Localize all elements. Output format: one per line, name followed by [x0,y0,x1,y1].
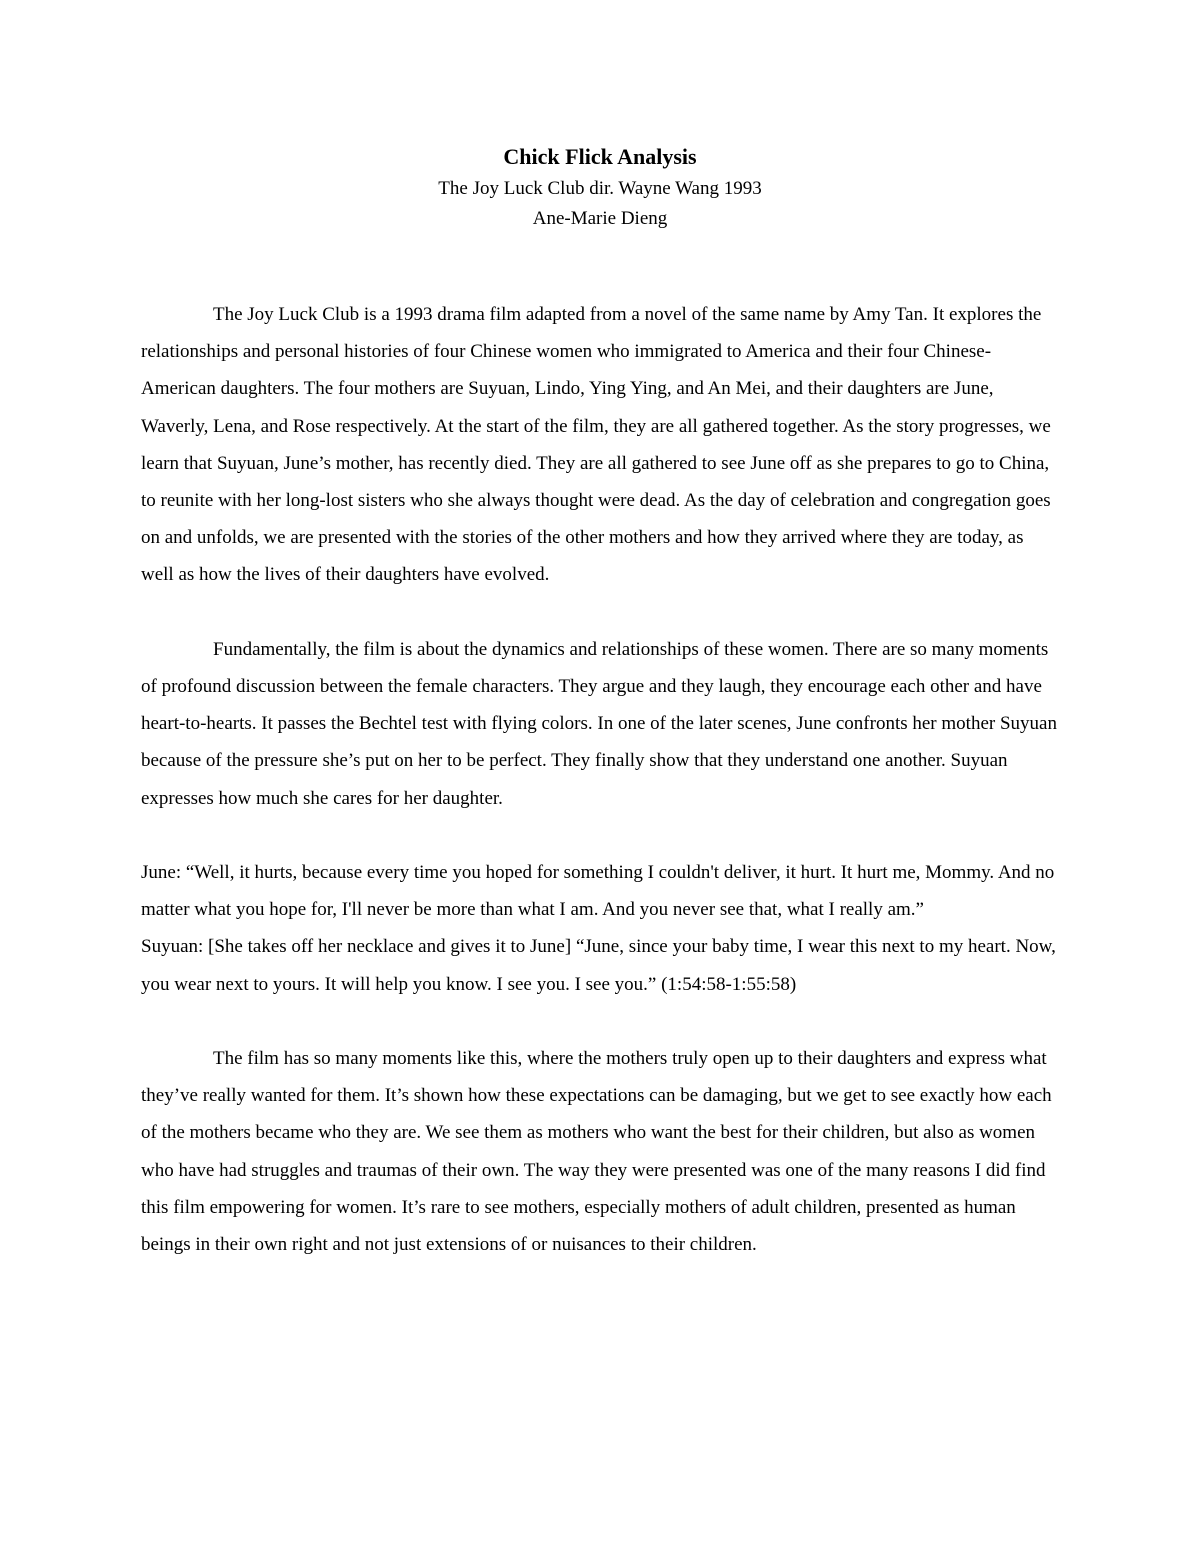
quote-june: June: “Well, it hurts, because every time you hoped for something I couldn't deliver, it hurt. It hurt me, Mommy. And no matter what you hope for, I'll never be more than what I am. And you never see that, what I really am.” [141,862,1055,921]
document-title: Chick Flick Analysis [503,144,697,169]
quote-suyuan: Suyuan: [She takes off her necklace and gives it to June] “June, since your baby time, I wear this next to my heart. Now, you wear next to yours. It will help you know. I see you. I see you.” (1:54:58-1:55:58) [141,936,1056,995]
film-subtitle: The Joy Luck Club dir. Wayne Wang 1993 [438,178,762,199]
paragraph-spacer [141,817,1059,854]
document-page [141,140,1059,1263]
paragraph-closing: The film has so many moments like this, where the mothers truly open up to their daughters and express what they’ve really wanted for them. It’s shown how these expectations can be damaging, but we get to see exactly how each of the mothers became who they are. We see them as mothers who want the best for their children, but also as women who have had struggles and traumas of their own. The way they were presented was one of the many reasons I did find this film empowering for women. It’s rare to see mothers, especially mothers of adult children, presented as human beings in their own right and not just extensions of or nuisances to their children. [141,1048,1052,1256]
paragraph-intro: The Joy Luck Club is a 1993 drama film adapted from a novel of the same name by Amy Tan. It explores the relationships and personal histories of four Chinese women who immigrated to America and their four Chinese-American daughters. The four mothers are Suyuan, Lindo, Ying Ying, and An Mei, and their daughters are June, Waverly, Lena, and Rose respectively. At the start of the film, they are all gathered together. As the story progresses, we learn that Suyuan, June’s mother, has recently died. They are all gathered to see June off as she prepares to go to China, to reunite with her long-lost sisters who she always thought were dead. As the day of celebration and congregation goes on and unfolds, we are presented with the stories of the other mothers and how they arrived where they are today, as well as how the lives of their daughters have evolved. [141,304,1051,586]
paragraph-spacer [141,594,1059,631]
author-name: Ane-Marie Dieng [532,208,668,229]
header-spacer [141,234,1059,296]
paragraph-spacer [141,1003,1059,1040]
paragraph-dynamics: Fundamentally, the film is about the dynamics and relationships of these women. There are so many moments of profound discussion between the female characters. They argue and they laugh, they encourage each other and have heart-to-hearts. It passes the Bechtel test with flying colors. In one of the later scenes, June confronts her mother Suyuan because of the pressure she’s put on her to be perfect. They finally show that they understand one another. Suyuan expresses how much she cares for her daughter. [141,638,1057,809]
